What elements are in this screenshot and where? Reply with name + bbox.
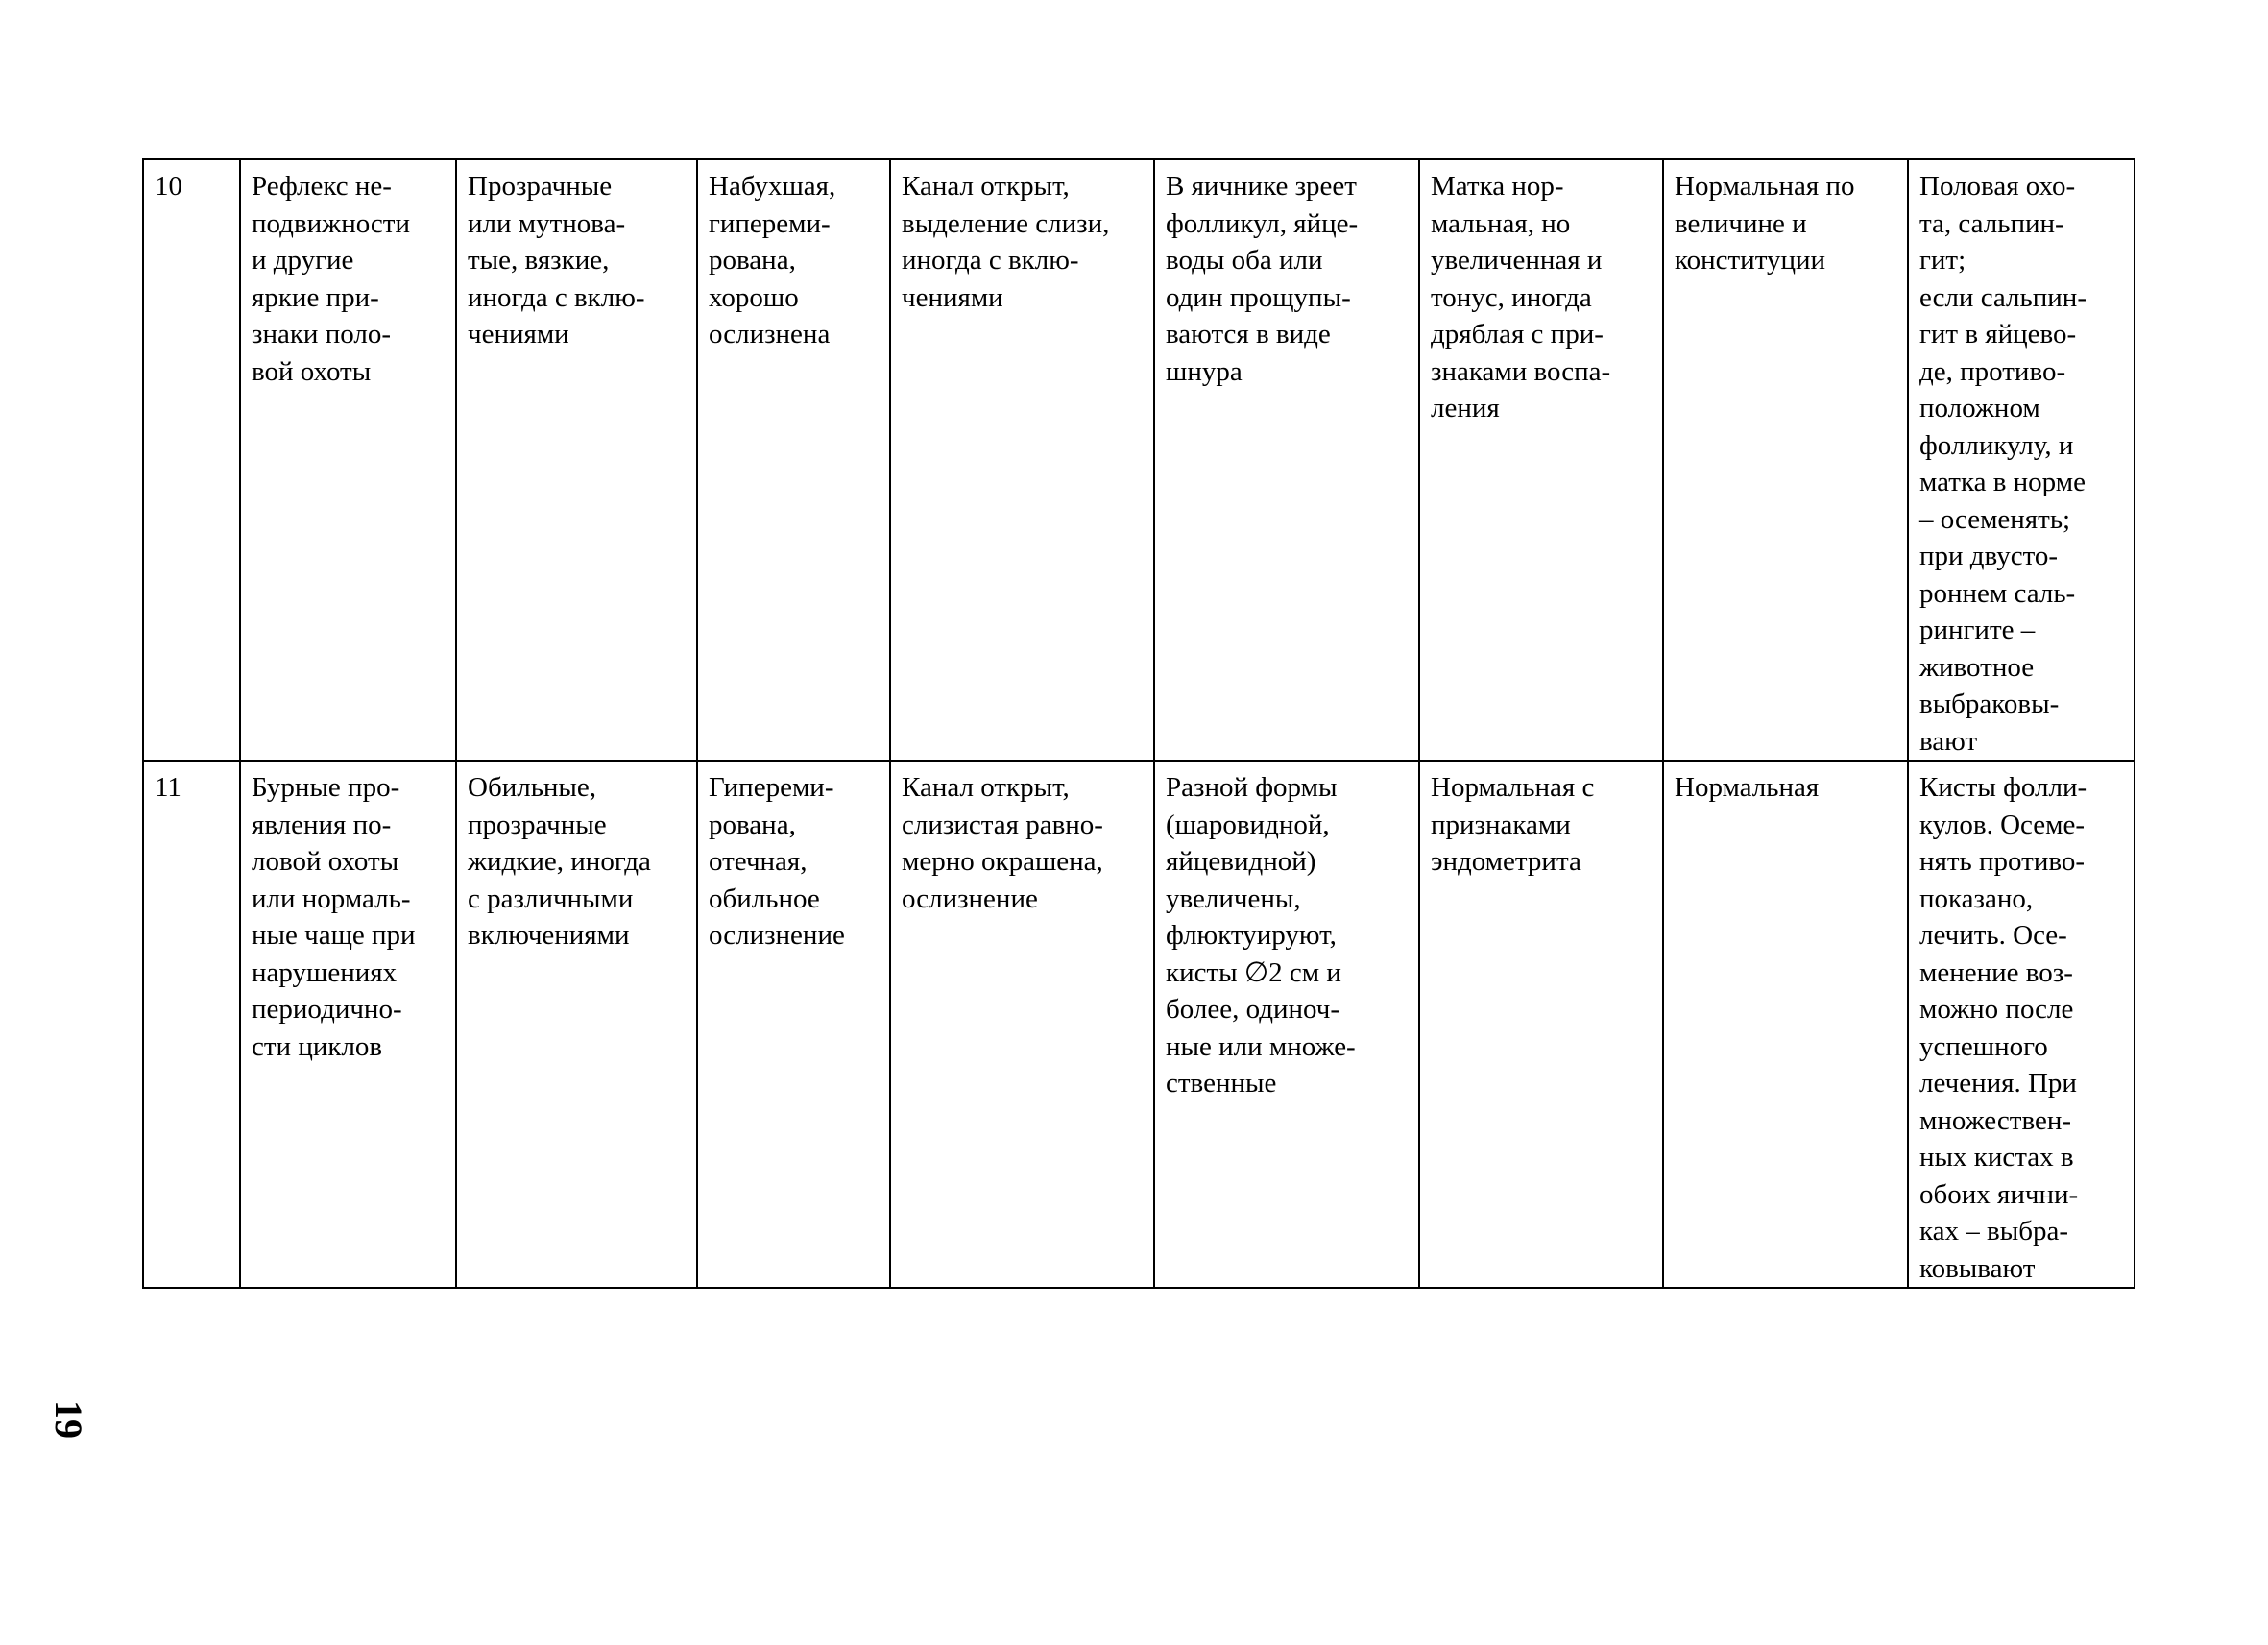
table-cell <box>697 159 890 761</box>
row-number-cell <box>143 761 240 1288</box>
table-cell <box>1419 159 1663 761</box>
cell-text: Рефлекс не- подвижности и другие яркие при- знаки поло- вой охоты <box>252 171 410 387</box>
table-cell <box>1663 159 1908 761</box>
cell-text: В яичнике зреет фолликул, яйце- воды оба или один прощупы- ваются в виде шнура <box>1166 171 1359 387</box>
cell-text: Нормальная <box>1675 772 1820 803</box>
diagnosis-table <box>142 158 2135 1289</box>
row-number: 10 <box>155 171 182 202</box>
cell-text: Нормальная по величине и конституции <box>1675 171 1855 276</box>
cell-text: Бурные про- явления по- ловой охоты или нормаль- ные чаще при нарушениях периодично- сти циклов <box>252 772 416 1062</box>
row-number-cell <box>143 159 240 761</box>
cell-text: Прозрачные или мутнова- тые, вязкие, иногда с вклю- чениями <box>468 171 645 350</box>
table-cell <box>1663 761 1908 1288</box>
table-cell <box>1908 159 2135 761</box>
cell-text: Обильные, прозрачные жидкие, иногда с различными включениями <box>468 772 651 951</box>
table-cell <box>456 159 697 761</box>
row-number: 11 <box>155 772 181 803</box>
table-row <box>143 761 2135 1288</box>
cell-text: Канал открыт, слизистая равно- мерно окрашена, ослизнение <box>902 772 1103 914</box>
table-cell <box>1154 159 1419 761</box>
table-row <box>143 159 2135 761</box>
table-cell <box>240 761 456 1288</box>
cell-text: Набухшая, гипереми- рована, хорошо ослизнена <box>709 171 836 350</box>
cell-text: Разной формы (шаровидной, яйцевидной) увеличены, флюктуируют, кисты ∅2 см и более, одиноч- ные или множе- ственные <box>1166 772 1356 1099</box>
table-cell <box>890 159 1154 761</box>
table-cell <box>456 761 697 1288</box>
table-cell <box>240 159 456 761</box>
table-cell <box>1908 761 2135 1288</box>
cell-text: Матка нор- мальная, но увеличенная и тонус, иногда дряблая с при- знаками воспа- ления <box>1431 171 1611 423</box>
cell-text: Нормальная с признаками эндометрита <box>1431 772 1595 877</box>
cell-text: Гипереми- рована, отечная, обильное ослизнение <box>709 772 845 951</box>
table-cell <box>890 761 1154 1288</box>
table-cell <box>1154 761 1419 1288</box>
cell-text: Половая охо- та, сальпин- гит; если сальпин- гит в яйцево- де, противо- положном фолликулу, и матка в норме – осеменять; при двусто- роннем саль- pингите – животное выбраковы- вают <box>1919 171 2087 757</box>
cell-text: Канал открыт, выделение слизи, иногда с вклю- чениями <box>902 171 1110 313</box>
table-cell <box>697 761 890 1288</box>
page-number: 19 <box>47 1400 91 1439</box>
table-cell <box>1419 761 1663 1288</box>
cell-text: Кисты фолли- кулов. Осеме- нять противо- показано, лечить. Осе- менение воз- можно после успешного лечения. При множествен- ных кистах в обоих яични- ках – выбра- ковывают <box>1919 772 2087 1284</box>
